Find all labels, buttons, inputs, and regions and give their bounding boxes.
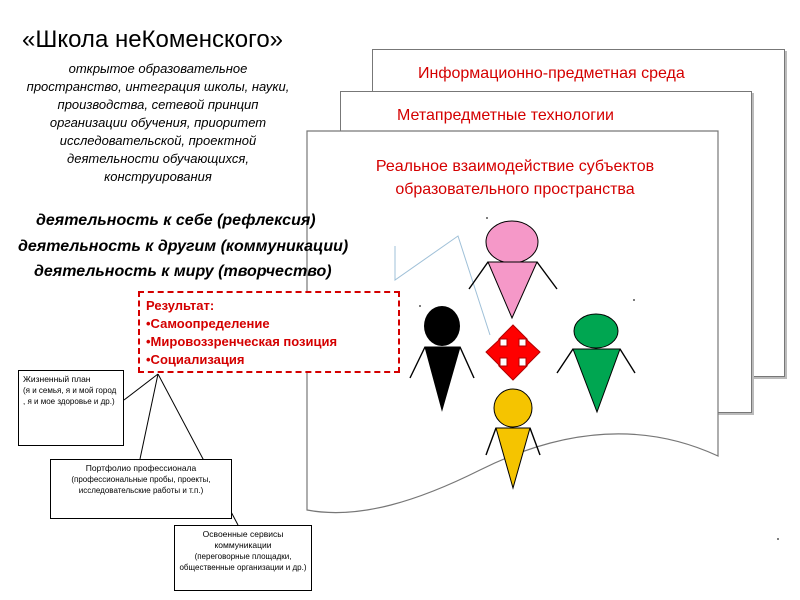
activity-self: деятельность к себе (рефлексия): [36, 212, 316, 229]
subtitle-description: открытое образовательное пространство, интеграция школы, науки, производства, сетевой принцип организации обучения, приоритет исследовательской, проектной деятельности обучающихся, конструирования: [26, 61, 290, 184]
result-item-socialization: •Социализация: [146, 352, 245, 367]
sheet-meta-technologies-label: Метапредметные технологии: [397, 107, 614, 124]
life-plan-detail: (я и семья, я и мой город , я и мое здоровье и др.): [23, 386, 117, 406]
portfolio-title: Портфолио профессионала: [85, 463, 197, 473]
portfolio-box: [50, 459, 232, 519]
services-box: [174, 525, 312, 591]
activity-others: деятельность к другим (коммуникации): [18, 238, 349, 255]
sheet-info-environment-label: Информационно-предметная среда: [418, 65, 685, 82]
result-box: [138, 291, 400, 373]
sheet-real-interaction-label: Реальное взаимодействие субъектов образовательного пространства: [375, 158, 655, 198]
page-title: «Школа неКоменского»: [22, 26, 284, 53]
life-plan-box: [18, 370, 124, 446]
services-title: Освоенные сервисы коммуникации: [202, 529, 284, 550]
result-item-worldview: •Мировоззренческая позиция: [146, 334, 338, 349]
activity-world: деятельность к миру (творчество): [34, 263, 332, 280]
portfolio-detail: (профессиональные пробы, проекты, исследовательские работы и т.п.): [71, 475, 211, 495]
result-item-self-determination: •Самоопределение: [146, 316, 270, 331]
life-plan-title: Жизненный план: [23, 374, 91, 384]
services-detail: (переговорные площадки, общественные организации и др.): [179, 552, 307, 572]
result-heading: Результат:: [146, 298, 215, 313]
